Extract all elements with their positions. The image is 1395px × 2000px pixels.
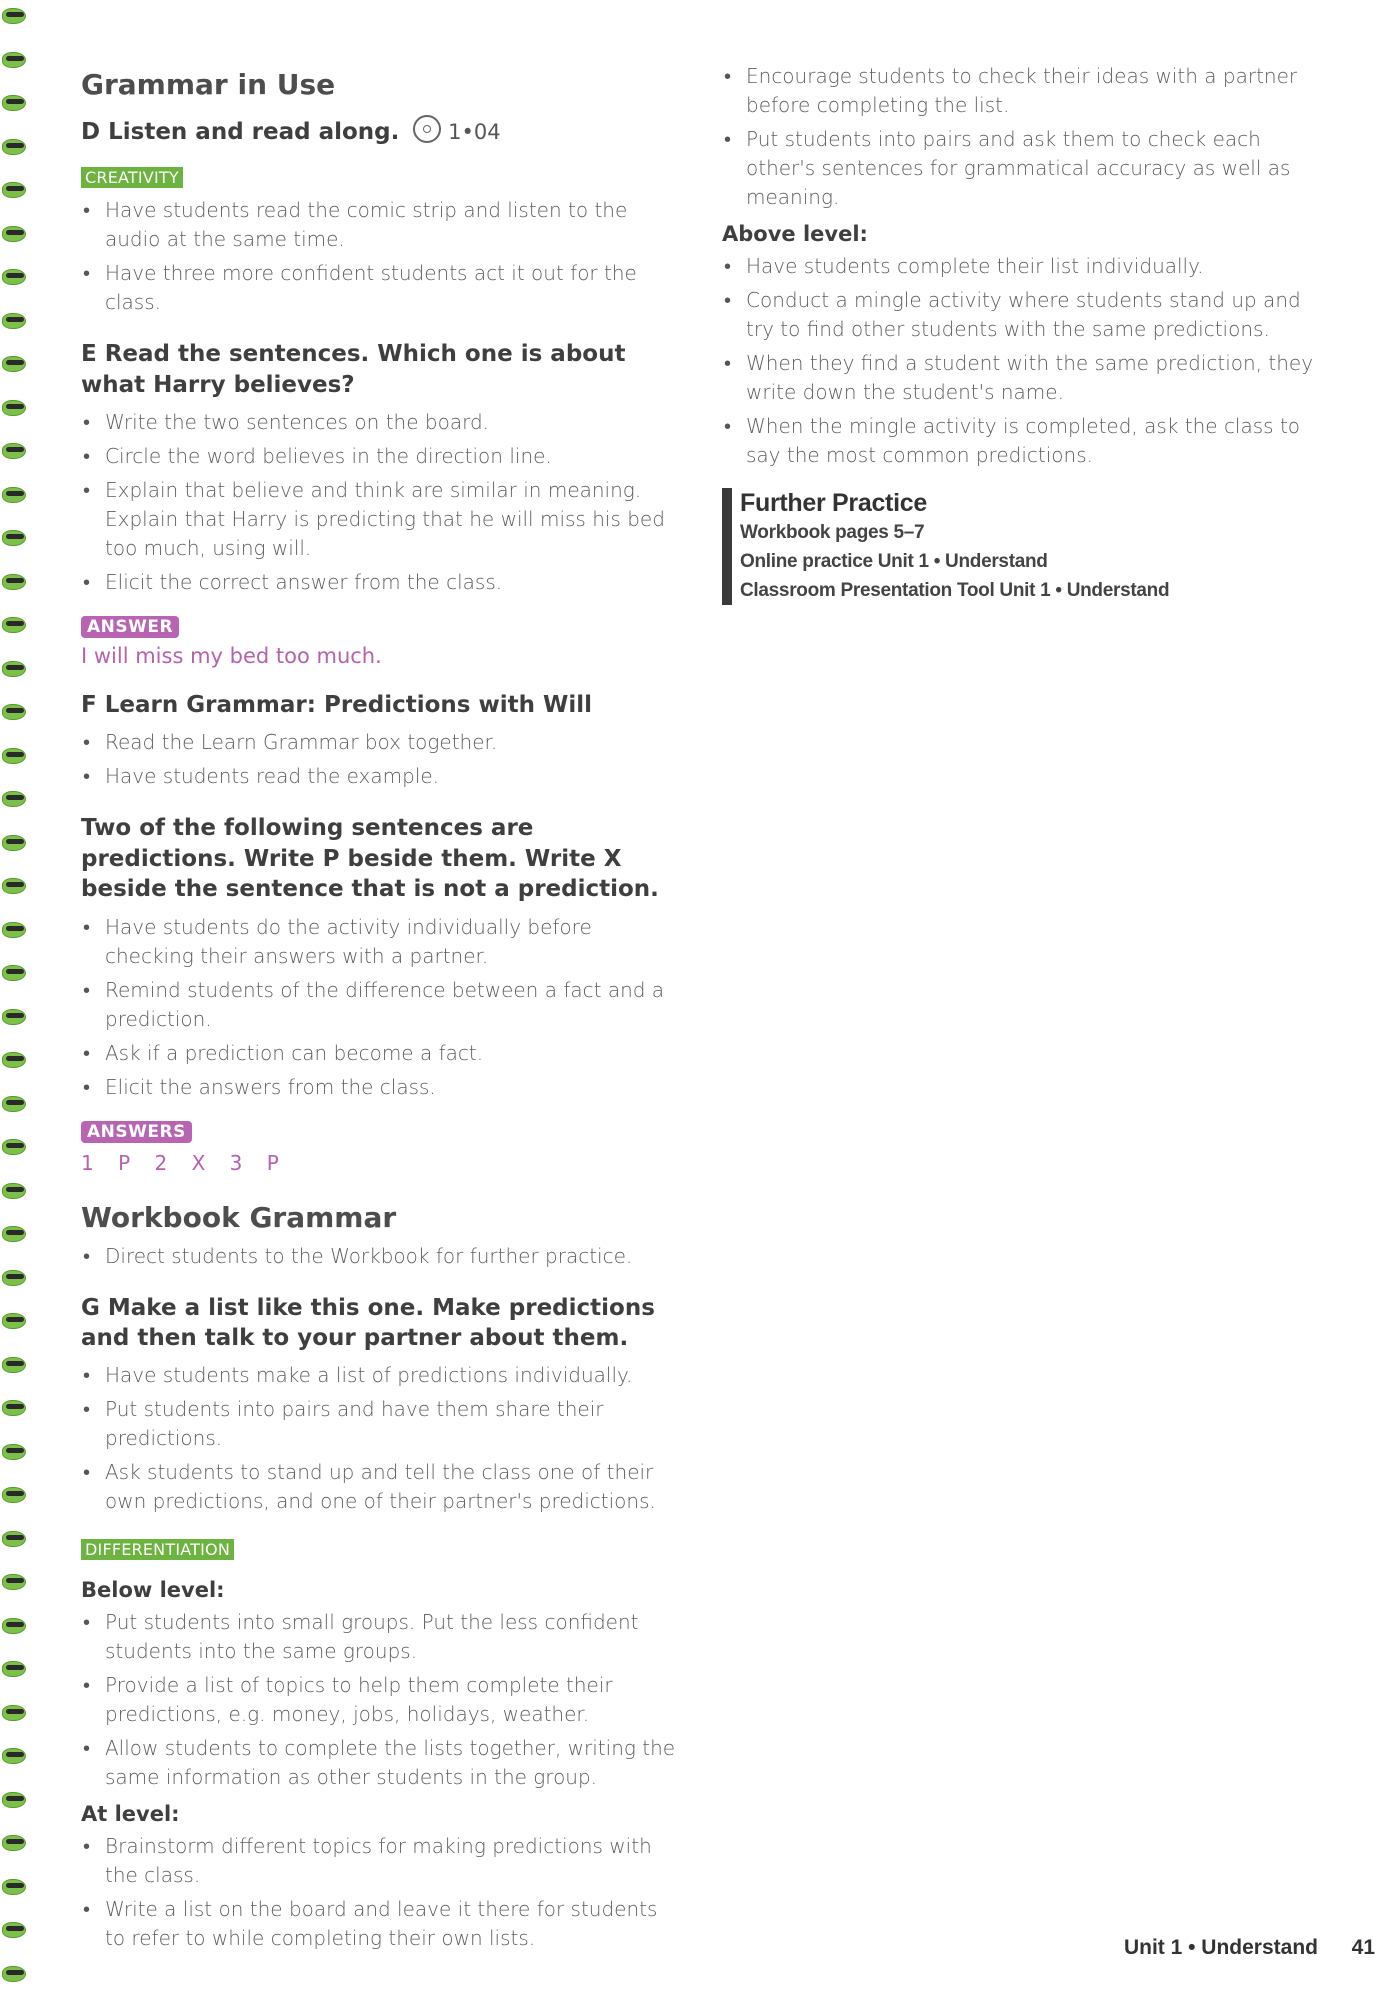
list-item: • Elicit the answers from the class.: [81, 1073, 681, 1102]
activity-f-heading: F Learn Grammar: Predictions with Will: [81, 692, 593, 719]
spiral-ring: [2, 918, 26, 940]
page-number: 41: [1351, 1936, 1375, 1959]
list-item: • Have students read the comic strip and listen to the audio at the same time.: [81, 196, 681, 254]
list-item: • Ask if a prediction can become a fact.: [81, 1039, 681, 1068]
spiral-ring: [2, 657, 26, 679]
activity-e-bullets: [81, 408, 681, 597]
spiral-ring: [2, 1744, 26, 1766]
list-item: • Have students complete their list individually.: [722, 252, 1322, 281]
spiral-ring: [2, 1918, 26, 1940]
spiral-ring: [2, 1222, 26, 1244]
spiral-ring: [2, 1701, 26, 1723]
spiral-ring: [2, 1309, 26, 1331]
list-item: • Circle the word believes in the direction line.: [81, 442, 681, 471]
footer-unit: Unit 1 • Understand: [1123, 1936, 1318, 1959]
spiral-ring: [2, 1527, 26, 1549]
list-item: • Put students into small groups. Put the less confident students into the same groups.: [81, 1608, 681, 1666]
spiral-ring: [2, 700, 26, 722]
answers-text: 1 P 2 X 3 P: [81, 1150, 282, 1175]
activity-g-heading: G Make a list like this one. Make predictions and then talk to your partner about them.: [81, 1294, 655, 1351]
activity-e-heading: E Read the sentences. Which one is about what Harry believes?: [81, 341, 626, 398]
right-column: [722, 62, 1322, 605]
spiral-ring: [2, 613, 26, 635]
list-item: • Have three more confident students act it out for the class.: [81, 259, 681, 317]
predictions-heading: Two of the following sentences are predictions. Write P beside them. Write X beside the sentence that is not a prediction.: [81, 815, 659, 903]
spiral-ring: [2, 1962, 26, 1984]
spiral-ring: [2, 222, 26, 244]
differentiation-tag: DIFFERENTIATION: [81, 1539, 234, 1560]
list-item: • Encourage students to check their ideas with a partner before completing the list.: [722, 62, 1322, 120]
spiral-ring: [2, 1396, 26, 1418]
spiral-ring: [2, 526, 26, 548]
audio-cd-icon: [413, 115, 441, 143]
spiral-ring: [2, 831, 26, 853]
spiral-ring: [2, 1570, 26, 1592]
at-level-bullets: [81, 1832, 681, 1953]
below-level-heading: Below level:: [81, 1578, 225, 1603]
list-item: • Ask students to stand up and tell the class one of their own predictions, and one of their partner's predictions.: [81, 1458, 681, 1516]
below-level-bullets: [81, 1608, 681, 1792]
spiral-ring: [2, 309, 26, 331]
spiral-binding: [0, 0, 34, 2000]
section-title-grammar-in-use: Grammar in Use: [81, 68, 336, 101]
spiral-ring: [2, 178, 26, 200]
list-item: • Have students read the example.: [81, 762, 681, 791]
list-item: • Write the two sentences on the board.: [81, 408, 681, 437]
answer-text: I will miss my bed too much.: [81, 644, 382, 669]
activity-d-bullets: [81, 196, 681, 317]
spiral-ring: [2, 1048, 26, 1070]
spiral-ring: [2, 91, 26, 113]
list-item: • Put students into pairs and have them share their predictions.: [81, 1395, 681, 1453]
spiral-ring: [2, 1440, 26, 1462]
list-item: • Conduct a mingle activity where students stand up and try to find other students with the same predictions.: [722, 286, 1322, 344]
list-item: • Write a list on the board and leave it there for students to refer to while completing their own lists.: [81, 1895, 681, 1953]
spiral-ring: [2, 439, 26, 461]
at-level-bullets-continued: [722, 62, 1322, 212]
spiral-ring: [2, 483, 26, 505]
spiral-ring: [2, 1135, 26, 1157]
list-item: • Put students into pairs and ask them to check each other's sentences for grammatical accuracy as well as meaning.: [722, 125, 1322, 212]
further-practice-box: [722, 488, 1322, 605]
left-column: [81, 58, 681, 1958]
at-level-heading: At level:: [81, 1802, 180, 1827]
spiral-ring: [2, 48, 26, 70]
list-item: • When they find a student with the same prediction, they write down the student's name.: [722, 349, 1322, 407]
spiral-ring: [2, 135, 26, 157]
audio-track-number: 1•04: [448, 120, 501, 144]
spiral-ring: [2, 1005, 26, 1027]
above-level-heading: Above level:: [722, 222, 868, 246]
spiral-ring: [2, 352, 26, 374]
activity-d-title: D Listen and read along.: [81, 119, 400, 145]
spiral-ring: [2, 1614, 26, 1636]
spiral-ring: [2, 4, 26, 26]
list-item: • Brainstorm different topics for making predictions with the class.: [81, 1832, 681, 1890]
above-level-bullets: [722, 252, 1322, 470]
creativity-tag: CREATIVITY: [81, 167, 183, 188]
spiral-ring: [2, 1353, 26, 1375]
audio-track: [413, 120, 500, 144]
section-title-workbook-grammar: Workbook Grammar: [81, 1200, 397, 1234]
answer-tag: ANSWER: [81, 616, 179, 638]
spiral-ring: [2, 396, 26, 418]
list-item: • When the mingle activity is completed, ask the class to say the most common predictions.: [722, 412, 1322, 470]
further-practice-online: Online practice Unit 1 • Understand: [740, 551, 1048, 572]
spiral-ring: [2, 1092, 26, 1114]
list-item: • Explain that believe and think are similar in meaning. Explain that Harry is predicting that he will miss his bed too much, using will.: [81, 476, 681, 563]
spiral-ring: [2, 1657, 26, 1679]
list-item: • Read the Learn Grammar box together.: [81, 728, 681, 757]
spiral-ring: [2, 874, 26, 896]
spiral-ring: [2, 1831, 26, 1853]
list-item: • Have students do the activity individually before checking their answers with a partner.: [81, 913, 681, 971]
spiral-ring: [2, 1788, 26, 1810]
spiral-ring: [2, 1266, 26, 1288]
list-item: • Have students make a list of predictions individually.: [81, 1361, 681, 1390]
list-item: • Elicit the correct answer from the class.: [81, 568, 681, 597]
spiral-ring: [2, 961, 26, 983]
spiral-ring: [2, 1875, 26, 1897]
spiral-ring: [2, 570, 26, 592]
page-footer: [895, 1936, 1395, 1966]
predictions-bullets: [81, 913, 681, 1102]
spiral-ring: [2, 265, 26, 287]
spiral-ring: [2, 1179, 26, 1201]
activity-f-bullets: [81, 728, 681, 791]
answers-tag: ANSWERS: [81, 1121, 192, 1143]
list-item: • Direct students to the Workbook for further practice.: [81, 1242, 681, 1271]
spiral-ring: [2, 744, 26, 766]
list-item: • Provide a list of topics to help them complete their predictions, e.g. money, jobs, holidays, weather.: [81, 1671, 681, 1729]
further-practice-title: Further Practice: [740, 489, 927, 517]
spiral-ring: [2, 787, 26, 809]
spiral-ring: [2, 1483, 26, 1505]
workbook-bullets: [81, 1242, 681, 1271]
list-item: • Remind students of the difference between a fact and a prediction.: [81, 976, 681, 1034]
further-practice-workbook: Workbook pages 5–7: [740, 522, 925, 543]
activity-d-heading: [81, 115, 681, 147]
activity-g-bullets: [81, 1361, 681, 1516]
list-item: • Allow students to complete the lists together, writing the same information as other students in the group.: [81, 1734, 681, 1792]
further-practice-cpt: Classroom Presentation Tool Unit 1 • Understand: [740, 580, 1170, 601]
